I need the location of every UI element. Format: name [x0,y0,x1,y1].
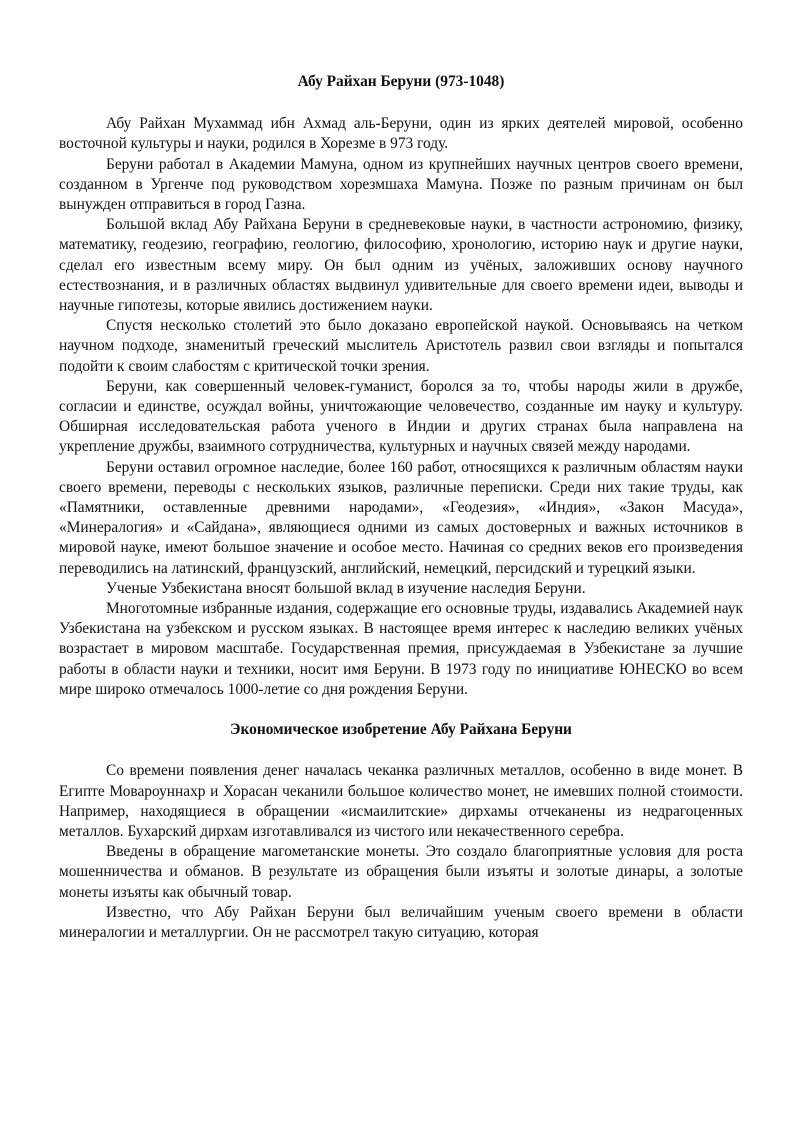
paragraph: Ученые Узбекистана вносят большой вклад в изучение наследия Беруни. [106,579,586,597]
paragraph: Спустя несколько столетий это было доказано европейской наукой. Основываясь на четком научном подходе, знаменитый греческий мыслитель Аристотель развил свои взгляды и попытался подойти к своим слабостям с критической точки зрения. [59,317,743,375]
document-title: Абу Райхан Беруни (973-1048) [297,73,505,90]
section-paragraph: Известно, что Абу Райхан Беруни был величайшим ученым своего времени в области минералогии и металлургии. Он не рассмотрел такую ситуацию, которая [59,903,743,941]
paragraph: Беруни оставил огромное наследие, более 160 работ, относящихся к различным областям науки своего времени, переводы с нескольких языков, различные переписки. Среди них такие труды, как «Памятники, оставленные древними народами», «Геодезия», «Индия», «Закон Масуда», «Минералогия» и «Сайдана», являющиеся одними из самых достоверных и важных источников в мировой науке, имеют большое значение и особое место. Начиная со средних веков его произведения переводились на латинский, французский, английский, немецкий, персидский и турецкий языки. [59,458,743,577]
paragraph: Абу Райхан Мухаммад ибн Ахмад аль-Беруни, один из ярких деятелей мировой, особенно восточной культуры и науки, родился в Хорезме в 973 году. [59,115,743,153]
section-paragraph: Введены в обращение магометанские монеты. Это создало благоприятные условия для роста мошенничества и обманов. В результате из обращения были изъяты и золотые динары, а золотые монеты изъяты как обычный товар. [59,843,743,901]
paragraph: Многотомные избранные издания, содержащие его основные труды, издавались Академией наук Узбекистана на узбекском и русском языках. В настоящее время интерес к наследию великих учёных возрастает в мировом масштабе. Государственная премия, присуждаемая в Узбекистане за лучшие работы в области науки и техники, носит имя Беруни. В 1973 году по инициативе ЮНЕСКО во всем мире широко отмечалось 1000-летие со дня рождения Беруни. [59,600,743,698]
section-title: Экономическое изобретение Абу Райхана Беруни [230,721,572,739]
paragraph: Большой вклад Абу Райхана Беруни в средневековые науки, в частности астрономию, физику, математику, геодезию, географию, геологию, философию, хронологию, историю наук и другие науки, сделал его известным всему миру. Он был одним из учёных, заложивших основу научного естествознания, и в различных областях выдвинул удивительные для своего времени идеи, выводы и научные гипотезы, которые явились достижением науки. [59,216,743,315]
paragraph: Беруни работал в Академии Мамуна, одном из крупнейших научных центров своего времени, созданном в Ургенче под руководством хорезмшаха Мамуна. Позже по разным причинам он был вынужден отправиться в город Газна. [59,155,743,214]
paragraph: Беруни, как совершенный человек-гуманист, боролся за то, чтобы народы жили в дружбе, согласии и единстве, осуждал войны, уничтожающие человечество, созданные им науку и культуру. Обширная исследовательская работа ученого в Индии и других странах была направлена на укрепление дружбы, взаимного сотрудничества, культурных и научных связей между народами. [59,377,743,456]
section-paragraph: Со времени появления денег началась чеканка различных металлов, особенно в виде монет. В Египте Мовароуннахр и Хорасан чеканили большое количество монет, не имевших полной стоимости. Например, находящиеся в обращении «исмаилитские» дирхамы отчеканены из недрагоценных металлов. Бухарский дирхам изготавливался из чистого или некачественного серебра. [59,762,743,840]
